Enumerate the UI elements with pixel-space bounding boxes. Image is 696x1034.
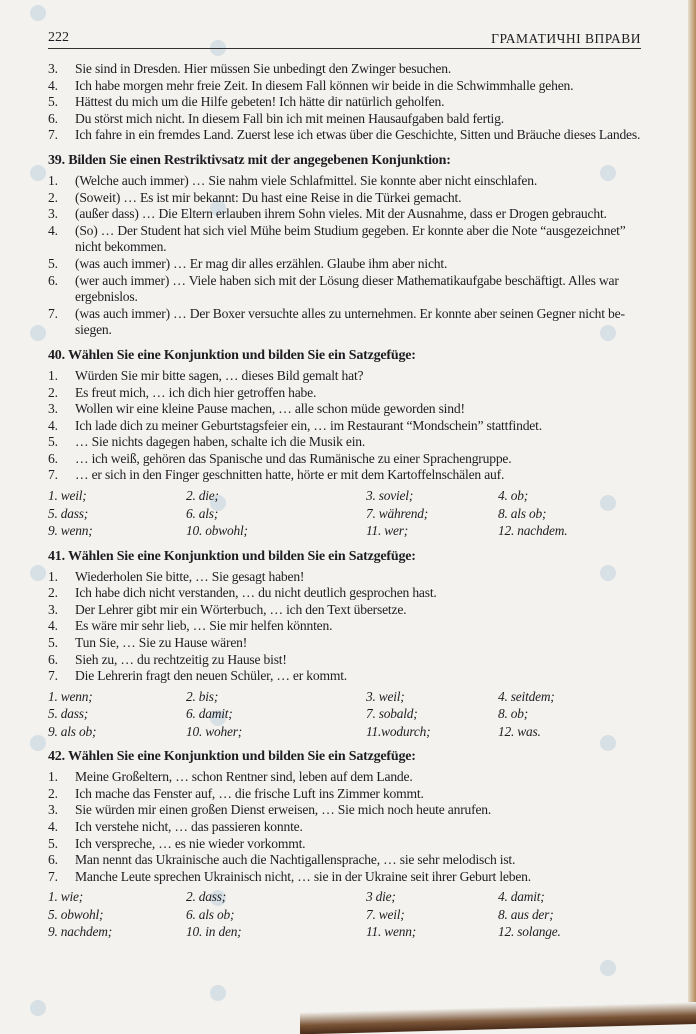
exercise-item bbox=[48, 668, 654, 685]
exercise-item bbox=[48, 618, 654, 635]
conjunction-option: 7. weil; bbox=[366, 906, 405, 922]
item-text: (Soweit) … Es ist mir bekannt: Du hast eine Reise in die Türkei gemacht. bbox=[75, 189, 462, 205]
watermark-logo-icon bbox=[30, 735, 46, 751]
exercise-item bbox=[48, 451, 654, 468]
item-text: Würden Sie mir bitte sagen, … dieses Bild gemalt hat? bbox=[75, 367, 364, 383]
exercise-39 bbox=[48, 153, 654, 339]
watermark-logo-icon bbox=[30, 325, 46, 341]
conjunction-option: 11.wodurch; bbox=[366, 723, 431, 739]
conjunction-option: 5. obwohl; bbox=[48, 906, 104, 922]
item-text: Sie würden mir einen großen Dienst erweisen, … Sie mich noch heute anrufen. bbox=[75, 802, 492, 818]
item-number: 3. bbox=[48, 401, 58, 417]
item-text: Der Lehrer gibt mir ein Wörterbuch, … ich den Text übersetze. bbox=[75, 601, 407, 617]
item-text: … ich weiß, gehören das Spanische und das Rumänische zu einer Sprachengruppe. bbox=[75, 450, 512, 466]
exercise-heading: 40. Wählen Sie eine Konjunktion und bilden Sie ein Satzgefüge: bbox=[48, 347, 416, 363]
page-body bbox=[48, 61, 654, 941]
conjunction-option: 2. bis; bbox=[186, 688, 219, 704]
item-number: 5. bbox=[48, 94, 58, 110]
conjunction-option: 10. woher; bbox=[186, 723, 243, 739]
conjunction-option: 8. aus der; bbox=[498, 906, 554, 922]
item-text: Ich lade dich zu meiner Geburtstagsfeier ein, … im Restaurant “Mondschein” stattfindet. bbox=[75, 417, 542, 433]
conjunction-option: 1. wie; bbox=[48, 889, 84, 905]
item-number: 5. bbox=[48, 634, 58, 650]
exercise-40 bbox=[48, 348, 654, 540]
exercise-heading: 42. Wählen Sie eine Konjunktion und bilden Sie ein Satzgefüge: bbox=[48, 749, 416, 765]
exercise-item bbox=[48, 78, 654, 95]
item-text: Wiederholen Sie bitte, … Sie gesagt haben! bbox=[75, 568, 305, 584]
conjunction-option: 6. als; bbox=[186, 505, 219, 521]
item-text: Du störst mich nicht. In diesem Fall bin ich mit meinen Hausaufgaben bald fertig. bbox=[75, 110, 504, 126]
item-text: Ich verspreche, … es nie wieder vorkommt. bbox=[75, 835, 306, 851]
item-number: 7. bbox=[48, 668, 58, 684]
item-number: 4. bbox=[48, 417, 58, 433]
item-text: Ich habe morgen mehr freie Zeit. In diesem Fall können wir beide in die Schwimmhalle gehen. bbox=[75, 77, 574, 93]
conjunction-option: 4. seitdem; bbox=[498, 688, 555, 704]
conjunction-options bbox=[48, 487, 654, 540]
exercise-item bbox=[48, 206, 654, 223]
page-number: 222 bbox=[48, 30, 69, 45]
conjunction-option: 4. ob; bbox=[498, 488, 529, 504]
conjunction-option: 5. dass; bbox=[48, 706, 89, 722]
exercise-item bbox=[48, 61, 654, 78]
exercise-item bbox=[48, 401, 654, 418]
item-text: … er sich in den Finger geschnitten hatte, hörte er mit dem Kartoffelnschälen auf. bbox=[75, 467, 505, 483]
item-text: (was auch immer) … Er mag dir alles erzählen. Glaube ihm aber nicht. bbox=[75, 255, 448, 271]
exercise-item bbox=[48, 852, 654, 869]
item-number: 7. bbox=[48, 467, 58, 483]
item-number: 2. bbox=[48, 585, 58, 601]
exercise-item bbox=[48, 418, 654, 435]
watermark-logo-icon bbox=[30, 165, 46, 181]
item-number: 6. bbox=[48, 450, 58, 466]
conjunction-option: 8. ob; bbox=[498, 706, 529, 722]
conjunction-option: 10. in den; bbox=[186, 924, 242, 940]
exercise-item bbox=[48, 569, 654, 586]
item-text: Wollen wir eine kleine Pause machen, … alle schon müde geworden sind! bbox=[75, 401, 465, 417]
item-number: 4. bbox=[48, 77, 58, 93]
item-number: 3. bbox=[48, 206, 58, 222]
item-text: Es freut mich, … ich dich hier getroffen habe. bbox=[75, 384, 317, 400]
exercise-heading: 41. Wählen Sie eine Konjunktion und bilden Sie ein Satzgefüge: bbox=[48, 548, 416, 564]
item-text: (Welche auch immer) … Sie nahm viele Schlafmittel. Sie konnte aber nicht einschlafen. bbox=[75, 172, 538, 188]
item-number: 2. bbox=[48, 785, 58, 801]
item-number: 1. bbox=[48, 172, 58, 188]
watermark-logo-icon bbox=[30, 565, 46, 581]
item-number: 4. bbox=[48, 819, 58, 834]
running-title: ГРАМАТИЧНІ ВПРАВИ bbox=[491, 31, 641, 46]
conjunction-option: 2. dass; bbox=[186, 889, 227, 905]
item-text: Ich habe dich nicht verstanden, … du nicht deutlich gesprochen hast. bbox=[75, 585, 437, 601]
exercise-item bbox=[48, 819, 654, 836]
conjunction-options bbox=[48, 688, 654, 741]
exercise-heading: 39. Bilden Sie einen Restriktivsatz mit der angegebenen Konjunktion: bbox=[48, 152, 451, 168]
item-text: (außer dass) … Die Eltern erlauben ihrem Sohn vieles. Mit der Ausnahme, dass er Drogen gebraucht. bbox=[75, 206, 607, 222]
item-number: 2. bbox=[48, 189, 58, 205]
exercise-41 bbox=[48, 549, 654, 741]
conjunction-option: 3. weil; bbox=[366, 688, 405, 704]
conjunction-option: 12. was. bbox=[498, 723, 541, 739]
conjunction-option: 1. wenn; bbox=[48, 688, 93, 704]
item-number: 7. bbox=[48, 305, 58, 321]
item-text: Ich mache das Fenster auf, … die frische Luft ins Zimmer kommt. bbox=[75, 785, 424, 801]
item-number: 6. bbox=[48, 272, 58, 288]
conjunction-option: 4. damit; bbox=[498, 889, 545, 905]
exercise-item bbox=[48, 635, 654, 652]
item-number: 4. bbox=[48, 618, 58, 634]
item-number: 1. bbox=[48, 367, 58, 383]
item-number: 1. bbox=[48, 769, 58, 785]
item-text: Meine Großeltern, … schon Rentner sind, leben auf dem Lande. bbox=[75, 769, 413, 785]
conjunction-option: 3 die; bbox=[366, 889, 396, 905]
item-number: 2. bbox=[48, 384, 58, 400]
watermark-logo-icon bbox=[600, 960, 616, 976]
exercise-item bbox=[48, 467, 654, 484]
conjunction-option: 10. obwohl; bbox=[186, 523, 248, 539]
exercise-item bbox=[48, 786, 654, 803]
exercise-item bbox=[48, 602, 654, 619]
exercise-item bbox=[48, 273, 654, 306]
conjunction-option: 7. sobald; bbox=[366, 706, 418, 722]
desk-shadow bbox=[300, 1002, 696, 1034]
exercise-item bbox=[48, 306, 654, 339]
item-number: 3. bbox=[48, 601, 58, 617]
item-number: 6. bbox=[48, 651, 58, 667]
item-text: Hättest du mich um die Hilfe gebeten! Ich hätte dir natürlich geholfen. bbox=[75, 94, 445, 110]
item-number: 5. bbox=[48, 835, 58, 851]
exercise-item bbox=[48, 173, 654, 190]
item-number: 1. bbox=[48, 568, 58, 584]
exercise-item bbox=[48, 385, 654, 402]
exercise-item bbox=[48, 802, 654, 819]
conjunction-option: 2. die; bbox=[186, 488, 219, 504]
item-text: Ich verstehe nicht, … das passieren konnte. bbox=[75, 819, 303, 834]
item-number: 7. bbox=[48, 868, 58, 884]
exercise-item bbox=[48, 223, 654, 256]
conjunction-option: 8. als ob; bbox=[498, 505, 547, 521]
item-text: … Sie nichts dagegen haben, schalte ich die Musik ein. bbox=[75, 434, 366, 450]
item-text: Sie sind in Dresden. Hier müssen Sie unbedingt den Zwinger besuchen. bbox=[75, 61, 452, 76]
item-text: (wer auch immer) … Viele haben sich mit der Lösung dieser Mathematikaufgabe beschäftigt. Alles war ergebnislos. bbox=[75, 272, 619, 305]
watermark-logo-icon bbox=[30, 5, 46, 21]
exercise-item bbox=[48, 769, 654, 786]
item-text: Ich fahre in ein fremdes Land. Zuerst lese ich etwas über die Geschichte, Sitten und Bräuche dieses Landes. bbox=[75, 127, 641, 143]
item-number: 7. bbox=[48, 127, 58, 143]
item-text: Tun Sie, … Sie zu Hause wären! bbox=[75, 634, 248, 650]
item-number: 5. bbox=[48, 434, 58, 450]
item-number: 6. bbox=[48, 852, 58, 868]
exercise-item bbox=[48, 127, 654, 144]
exercise-item bbox=[48, 652, 654, 669]
item-number: 6. bbox=[48, 110, 58, 126]
conjunction-option: 6. damit; bbox=[186, 706, 233, 722]
exercise-item bbox=[48, 434, 654, 451]
conjunction-option: 11. wenn; bbox=[366, 924, 417, 940]
conjunction-option: 1. weil; bbox=[48, 488, 87, 504]
conjunction-option: 12. nachdem. bbox=[498, 523, 568, 539]
exercise-item bbox=[48, 94, 654, 111]
exercise-item bbox=[48, 256, 654, 273]
exercise-38-continuation bbox=[48, 61, 654, 144]
conjunction-option: 11. wer; bbox=[366, 523, 409, 539]
item-text: (was auch immer) … Der Boxer versuchte alles zu unternehmen. Er konnte aber seinen Gegner nicht be-siegen. bbox=[75, 305, 625, 338]
item-number: 4. bbox=[48, 222, 58, 238]
exercise-item bbox=[48, 836, 654, 853]
watermark-logo-icon bbox=[30, 1000, 46, 1016]
exercise-42 bbox=[48, 749, 654, 941]
exercise-item bbox=[48, 111, 654, 128]
conjunction-option: 3. soviel; bbox=[366, 488, 414, 504]
item-text: Man nennt das Ukrainische auch die Nachtigallensprache, … sie sehr melodisch ist. bbox=[75, 852, 516, 868]
exercise-item bbox=[48, 368, 654, 385]
item-text: Manche Leute sprechen Ukrainisch nicht, … sie in der Ukraine seit ihrer Geburt leben. bbox=[75, 868, 531, 884]
item-text: Sieh zu, … du rechtzeitig zu Hause bist! bbox=[75, 651, 287, 667]
page-edge bbox=[688, 0, 696, 1024]
conjunction-option: 5. dass; bbox=[48, 505, 89, 521]
exercise-item bbox=[48, 585, 654, 602]
item-text: Die Lehrerin fragt den neuen Schüler, … er kommt. bbox=[75, 668, 348, 684]
conjunction-option: 7. während; bbox=[366, 505, 429, 521]
watermark-logo-icon bbox=[210, 985, 226, 1001]
item-text: (So) … Der Student hat sich viel Mühe beim Studium gegeben. Er konnte aber die Note “ausgezeichnet” nicht bekommen. bbox=[75, 222, 626, 255]
conjunction-option: 6. als ob; bbox=[186, 906, 235, 922]
item-number: 3. bbox=[48, 61, 58, 76]
conjunction-option: 9. wenn; bbox=[48, 523, 93, 539]
page-header bbox=[48, 30, 641, 49]
item-number: 3. bbox=[48, 802, 58, 818]
conjunction-option: 9. nachdem; bbox=[48, 924, 112, 940]
exercise-item bbox=[48, 190, 654, 207]
conjunction-option: 9. als ob; bbox=[48, 723, 97, 739]
conjunction-option: 12. solange. bbox=[498, 924, 561, 940]
exercise-item bbox=[48, 869, 654, 886]
conjunction-options bbox=[48, 888, 654, 941]
item-number: 5. bbox=[48, 255, 58, 271]
item-text: Es wäre mir sehr lieb, … Sie mir helfen könnten. bbox=[75, 618, 333, 634]
